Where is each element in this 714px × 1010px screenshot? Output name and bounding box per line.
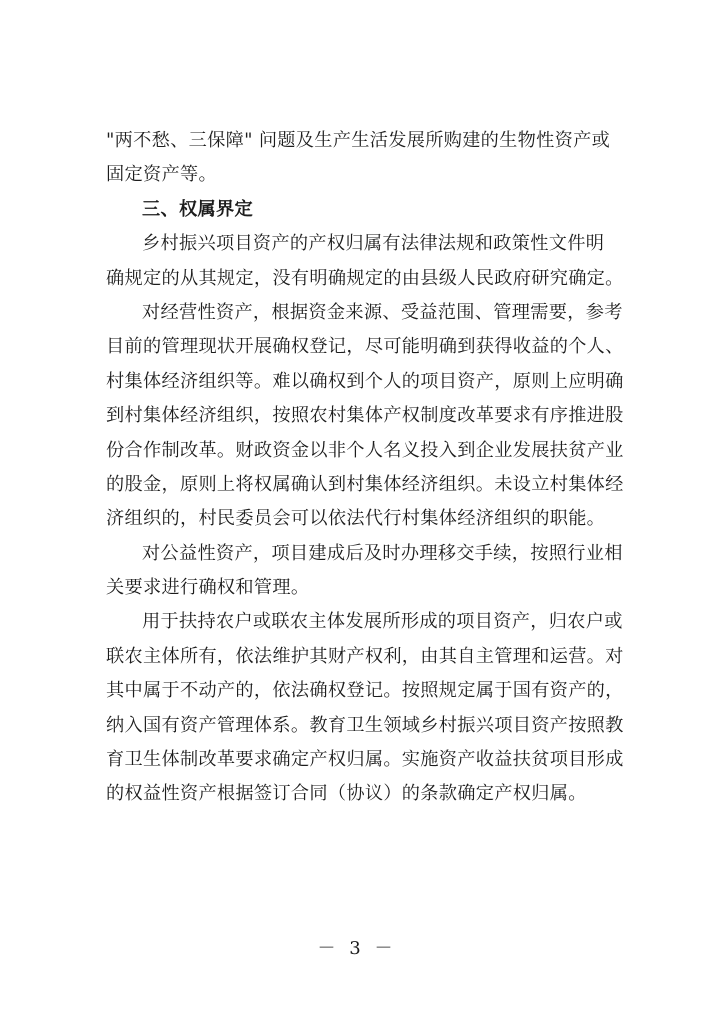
- text-line: 济组织的，村民委员会可以依法代行村集体经济组织的职能。: [106, 508, 606, 530]
- text-line: 村集体经济组织等。难以确权到个人的项目资产，原则上应明确: [106, 370, 624, 392]
- page-number: － 3 －: [317, 938, 397, 959]
- document-body: [106, 124, 636, 812]
- text-line: 乡村振兴项目资产的产权归属有法律法规和政策性文件明: [142, 233, 605, 255]
- text-line: 的股金，原则上将权属确认到村集体经济组织。未设立村集体经: [106, 473, 624, 495]
- text-line: 关要求进行确权和管理。: [106, 577, 310, 599]
- section-heading: 三、权属界定: [142, 198, 253, 220]
- text-line: 确规定的从其规定，没有明确规定的由县级人民政府研究确定。: [106, 267, 624, 289]
- text-line: 其中属于不动产的，依法确权登记。按照规定属于国有资产的，: [106, 680, 624, 702]
- text-line: 对公益性资产，项目建成后及时办理移交手续，按照行业相: [142, 542, 623, 564]
- text-line: 育卫生体制改革要求确定产权归属。实施资产收益扶贫项目形成: [106, 749, 624, 771]
- text-line: 目前的管理现状开展确权登记，尽可能明确到获得收益的个人、: [106, 336, 624, 358]
- text-line: 对经营性资产，根据资金来源、受益范围、管理需要，参考: [142, 301, 623, 323]
- text-line: 联农主体所有，依法维护其财产权利，由其自主管理和运营。对: [106, 645, 624, 667]
- text-line: 份合作制改革。财政资金以非个人名义投入到企业发展扶贫产业: [106, 439, 624, 461]
- text-line: "两不愁、三保障" 问题及生产生活发展所购建的生物性资产或: [106, 130, 611, 151]
- text-line: 纳入国有资产管理体系。教育卫生领域乡村振兴项目资产按照教: [106, 714, 624, 736]
- text-line: 固定资产等。: [106, 164, 217, 186]
- text-line: 用于扶持农户或联农主体发展所形成的项目资产，归农户或: [142, 611, 623, 633]
- text-line: 到村集体经济组织，按照农村集体产权制度改革要求有序推进股: [106, 405, 624, 427]
- text-line: 的权益性资产根据签订合同（协议）的条款确定产权归属。: [106, 783, 587, 805]
